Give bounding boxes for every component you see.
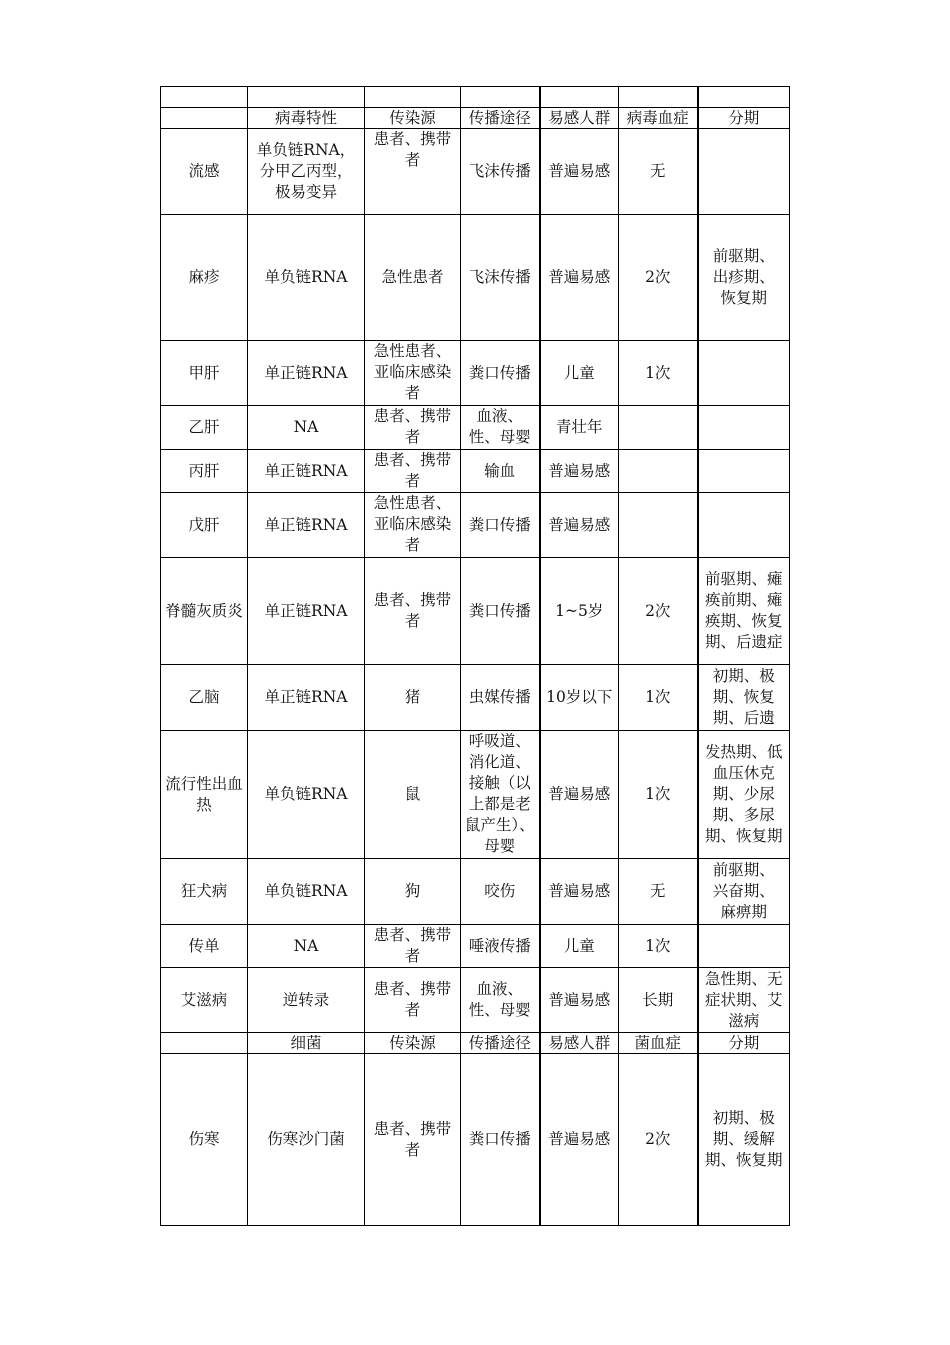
- stage-cell: [698, 341, 790, 406]
- route-cell: 飞沫传播: [461, 129, 540, 215]
- stage-cell: 急性期、无症状期、艾滋病: [698, 968, 790, 1033]
- group-cell: 普遍易感: [540, 450, 619, 493]
- source-cell: 猪: [365, 665, 461, 731]
- viremia-cell: 1次: [619, 731, 698, 859]
- viremia-cell: 无: [619, 859, 698, 925]
- group-cell: 1~5岁: [540, 558, 619, 665]
- source-cell: 患者、携带者: [365, 450, 461, 493]
- disease-cell: 传单: [161, 925, 248, 968]
- route-cell: 咬伤: [461, 859, 540, 925]
- route-cell: 飞沫传播: [461, 215, 540, 341]
- group-cell: 10岁以下: [540, 665, 619, 731]
- viremia-cell: 2次: [619, 558, 698, 665]
- source-cell: 急性患者、亚临床感染者: [365, 493, 461, 558]
- trait-cell: 单负链RNA， 分甲乙丙型， 极易变异: [248, 129, 365, 215]
- disease-cell: 狂犬病: [161, 859, 248, 925]
- disease-cell: 乙肝: [161, 406, 248, 450]
- header-cell: 分期: [698, 108, 790, 129]
- disease-cell: 脊髓灰质炎: [161, 558, 248, 665]
- table-row: [161, 341, 790, 406]
- source-cell: 鼠: [365, 731, 461, 859]
- table-row: [161, 665, 790, 731]
- table-row: [161, 1054, 790, 1226]
- stage-cell: [698, 493, 790, 558]
- header-cell: 传染源: [365, 1033, 461, 1054]
- viremia-cell: [619, 450, 698, 493]
- bacteria-header-row: [161, 1033, 790, 1054]
- trait-cell: NA: [248, 925, 365, 968]
- stage-cell: [698, 925, 790, 968]
- stage-cell: [698, 129, 790, 215]
- table-row: [161, 558, 790, 665]
- group-cell: 普遍易感: [540, 215, 619, 341]
- disease-cell: 流感: [161, 129, 248, 215]
- disease-table: [160, 86, 790, 1226]
- group-cell: 普遍易感: [540, 493, 619, 558]
- stage-cell: 初期、极期、缓解期、恢复期: [698, 1054, 790, 1226]
- viremia-cell: 1次: [619, 925, 698, 968]
- stage-cell: 前驱期、瘫痪前期、瘫痪期、恢复期、后遗症: [698, 558, 790, 665]
- header-cell: [161, 108, 248, 129]
- header-cell: 传播途径: [461, 1033, 540, 1054]
- disease-cell: 丙肝: [161, 450, 248, 493]
- route-cell: 血液、性、母婴: [461, 406, 540, 450]
- route-cell: 粪口传播: [461, 341, 540, 406]
- source-cell: 急性患者、亚临床感染者: [365, 341, 461, 406]
- source-cell: 患者、携带者: [365, 558, 461, 665]
- group-cell: 普遍易感: [540, 129, 619, 215]
- stage-cell: [698, 450, 790, 493]
- source-cell: 患者、携带者: [365, 129, 461, 215]
- table-row: [161, 731, 790, 859]
- group-cell: 普遍易感: [540, 859, 619, 925]
- route-cell: 粪口传播: [461, 558, 540, 665]
- table-row: [161, 215, 790, 341]
- disease-cell: 流行性出血热: [161, 731, 248, 859]
- table-row: [161, 859, 790, 925]
- header-cell: 易感人群: [540, 108, 619, 129]
- viremia-cell: [619, 406, 698, 450]
- disease-cell: 戊肝: [161, 493, 248, 558]
- trait-cell: 逆转录: [248, 968, 365, 1033]
- viremia-cell: 2次: [619, 215, 698, 341]
- group-cell: 普遍易感: [540, 731, 619, 859]
- source-cell: 急性患者: [365, 215, 461, 341]
- stage-cell: 前驱期、 兴奋期、 麻痹期: [698, 859, 790, 925]
- route-cell: 血液、性、母婴: [461, 968, 540, 1033]
- trait-cell: 单正链RNA: [248, 665, 365, 731]
- stage-cell: 初期、极期、恢复期、后遗: [698, 665, 790, 731]
- header-cell: [161, 1033, 248, 1054]
- group-cell: 普遍易感: [540, 1054, 619, 1226]
- disease-cell: 伤寒: [161, 1054, 248, 1226]
- trait-cell: 伤寒沙门菌: [248, 1054, 365, 1226]
- virus-header-row: [161, 108, 790, 129]
- table-row: [161, 450, 790, 493]
- trait-cell: 单负链RNA: [248, 859, 365, 925]
- header-cell: 传播途径: [461, 108, 540, 129]
- source-cell: 患者、携带者: [365, 406, 461, 450]
- stage-cell: 前驱期、 出疹期、 恢复期: [698, 215, 790, 341]
- route-cell: 粪口传播: [461, 1054, 540, 1226]
- header-cell: 菌血症: [619, 1033, 698, 1054]
- route-cell: 虫媒传播: [461, 665, 540, 731]
- table-row: [161, 925, 790, 968]
- header-cell: 病毒血症: [619, 108, 698, 129]
- header-cell: 易感人群: [540, 1033, 619, 1054]
- trait-cell: 单正链RNA: [248, 341, 365, 406]
- source-cell: 患者、携带者: [365, 968, 461, 1033]
- group-cell: 儿童: [540, 341, 619, 406]
- stage-cell: 发热期、低血压休克期、少尿期、多尿期、恢复期: [698, 731, 790, 859]
- trait-cell: 单正链RNA: [248, 558, 365, 665]
- disease-cell: 麻疹: [161, 215, 248, 341]
- group-cell: 普遍易感: [540, 968, 619, 1033]
- empty-row: [161, 87, 790, 108]
- table-row: [161, 493, 790, 558]
- route-cell: 唾液传播: [461, 925, 540, 968]
- header-cell: 传染源: [365, 108, 461, 129]
- header-cell: 分期: [698, 1033, 790, 1054]
- viremia-cell: 1次: [619, 341, 698, 406]
- viremia-cell: 1次: [619, 665, 698, 731]
- header-cell: 病毒特性: [248, 108, 365, 129]
- source-cell: 患者、携带者: [365, 1054, 461, 1226]
- header-cell: 细菌: [248, 1033, 365, 1054]
- table-row: [161, 129, 790, 215]
- viremia-cell: 2次: [619, 1054, 698, 1226]
- source-cell: 患者、携带者: [365, 925, 461, 968]
- viremia-cell: 长期: [619, 968, 698, 1033]
- trait-cell: NA: [248, 406, 365, 450]
- source-cell: 狗: [365, 859, 461, 925]
- viremia-cell: 无: [619, 129, 698, 215]
- group-cell: 青壮年: [540, 406, 619, 450]
- trait-cell: 单负链RNA: [248, 731, 365, 859]
- disease-cell: 乙脑: [161, 665, 248, 731]
- trait-cell: 单负链RNA: [248, 215, 365, 341]
- trait-cell: 单正链RNA: [248, 450, 365, 493]
- route-cell: 输血: [461, 450, 540, 493]
- table-row: [161, 406, 790, 450]
- group-cell: 儿童: [540, 925, 619, 968]
- stage-cell: [698, 406, 790, 450]
- disease-cell: 甲肝: [161, 341, 248, 406]
- trait-cell: 单正链RNA: [248, 493, 365, 558]
- route-cell: 粪口传播: [461, 493, 540, 558]
- viremia-cell: [619, 493, 698, 558]
- disease-cell: 艾滋病: [161, 968, 248, 1033]
- table-row: [161, 968, 790, 1033]
- route-cell: 呼吸道、消化道、接触（以上都是老鼠产生）、母婴: [461, 731, 540, 859]
